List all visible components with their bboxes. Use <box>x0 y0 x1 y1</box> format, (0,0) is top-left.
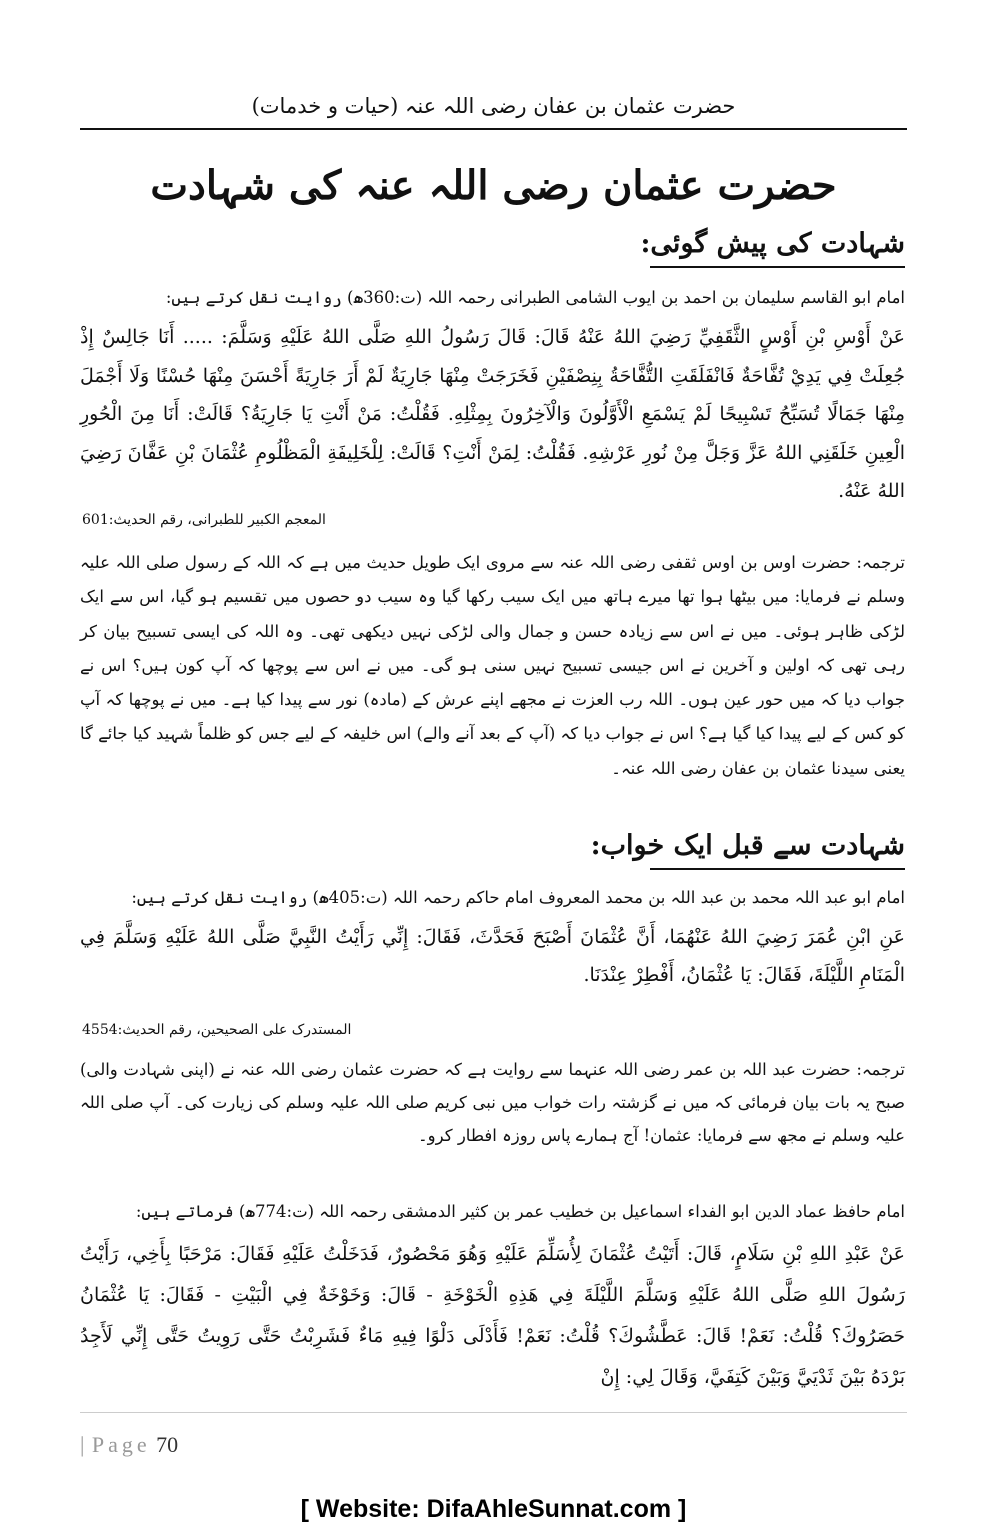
narration-intro: امام ابو القاسم سلیمان بن احمد بن ایوب الشامی الطبرانی رحمہ اللہ (ت:360ھ) روایت نقل کرتے ہیں: <box>165 288 905 307</box>
page-label: Page <box>91 1432 151 1457</box>
section-heading-prophecy: شہادت کی پیش گوئی: <box>640 228 905 259</box>
arabic-hadith-text: عَنْ عَبْدِ اللهِ بْنِ سَلَامٍ، قَالَ: أَتَيْتُ عُثْمَانَ لِأُسَلِّمَ عَلَيْهِ وَهُوَ مَحْصُورٌ، فَدَخَلْتُ عَلَيْهِ فَقَالَ: مَرْحَبًا بِأَخِي، رَأَيْتُ رَسُولَ اللهِ صَلَّى اللهُ عَلَيْهِ وَسَلَّمَ اللَّيْلَةَ فِي هَذِهِ الْخَوْخَةِ - قَالَ: وَخَوْخَةٌ فِي الْبَيْتِ - فَقَالَ: يَا عُثْمَانُ حَصَرُوكَ؟ قُلْتُ: نَعَمْ! قَالَ: عَطَّشُوكَ؟ قُلْتُ: نَعَمْ! فَأَدْلَى دَلْوًا فِيهِ مَاءٌ فَشَرِبْتُ حَتَّى رَوِيتُ حَتَّى إِنِّي لَأَجِدُ بَرْدَهُ بَيْنَ ثَدْيَيَّ وَبَيْنَ كَتِفَيَّ، وَقَالَ لِي: إِنْ <box>80 1243 905 1388</box>
hadith-reference: المعجم الکبیر للطبرانی، رقم الحدیث:601 <box>82 512 326 528</box>
arabic-hadith-text: عَنْ أَوْسِ بْنِ أَوْسٍ الثَّقَفِيِّ رَضِيَ اللهُ عَنْهُ قَالَ: قَالَ رَسُولُ اللهِ صَلَّى اللهُ عَلَيْهِ وَسَلَّمَ: ..... أَنَا جَالِسٌ إِذْ جُعِلَتْ فِي يَدِيْ تُفَّاحَةٌ فَانْفَلَقَتِ التُّفَّاحَةُ بِنِصْفَيْنِ فَخَرَجَتْ مِنْهَا جَارِيَةٌ لَمْ أَرَ جَارِيَةً أَحْسَنَ مِنْهَا حُسْنًا وَلَا أَجْمَلَ مِنْهَا جَمَالًا تُسَبِّحُ تَسْبِيحًا لَمْ يَسْمَعِ الْأَوَّلُونَ وَالْآخِرُونَ بِمِثْلِهِ. فَقُلْتُ: مَنْ أَنْتِ يَا جَارِيَةُ؟ قَالَتْ: أَنَا مِنَ الْحُورِ الْعِينِ خَلَقَنِي اللهُ عَزَّ وَجَلَّ مِنْ نُورِ عَرْشِهِ. فَقُلْتُ: لِمَنْ أَنْتِ؟ قَالَتْ: لِلْخَلِيفَةِ الْمَظْلُومِ عُثْمَانَ بْنِ عَفَّانَ رَضِيَ اللهُ عَنْهُ. <box>80 326 906 502</box>
heading-underline <box>650 868 905 870</box>
section-heading-dream: شہادت سے قبل ایک خواب: <box>590 830 905 861</box>
narration-intro: امام ابو عبد اللہ محمد بن عبد اللہ بن محمد المعروف امام حاکم رحمہ اللہ (ت:405ھ) روایت نقل کرتے ہیں: <box>131 888 905 907</box>
website-banner: [ Website: DifaAhleSunnat.com ] <box>300 1495 687 1523</box>
running-head: حضرت عثمان بن عفان رضی اللہ عنہ (حیات و خدمات) <box>251 94 736 118</box>
page-number-value: 70 <box>156 1432 179 1457</box>
hadith-reference: المستدرک علی الصحیحین، رقم الحدیث:4554 <box>82 1022 352 1038</box>
narration-intro: امام حافظ عماد الدین ابو الفداء اسماعیل بن خطیب عمر بن کثیر الدمشقی رحمہ اللہ (ت:774ھ) فرماتے ہیں: <box>135 1202 905 1221</box>
heading-underline <box>650 266 905 268</box>
arabic-hadith-text: عَنِ ابْنِ عُمَرَ رَضِيَ اللهُ عَنْهُمَا، أَنَّ عُثْمَانَ أَصْبَحَ فَحَدَّثَ، فَقَالَ: إِنِّي رَأَيْتُ النَّبِيَّ صَلَّى اللهُ عَلَيْهِ وَسَلَّمَ فِي الْمَنَامِ اللَّيْلَةَ، فَقَالَ: يَا عُثْمَانُ، أَفْطِرْ عِنْدَنَا. <box>80 926 905 986</box>
chapter-title: حضرت عثمان رضی اللہ عنہ کی شہادت <box>150 162 837 209</box>
header-divider <box>80 128 907 130</box>
urdu-translation: ترجمہ: حضرت اوس بن اوس ثقفی رضی اللہ عنہ سے مروی ایک طویل حدیث میں ہے کہ اللہ کے رسول صلی اللہ علیہ وسلم نے فرمایا: میں بیٹھا ہوا تھا میرے ہاتھ میں ایک سیب رکھا گیا وہ سیب دو حصوں میں تقسیم ہو گیا، اس سے ایک لڑکی ظاہر ہوئی۔ میں نے اس سے زیادہ حسن و جمال والی لڑکی نہیں دیکھی تھی۔ وہ اللہ کی ایسی تسبیح بیان کر رہی تھی کہ اولین و آخرین نے اس جیسی تسبیح نہیں سنی ہو گی۔ میں نے اس سے پوچھا کہ آپ کون ہیں؟ اس نے جواب دیا کہ میں حور عین ہوں۔ اللہ رب العزت نے مجھے اپنے عرش کے (مادہ) نور سے پیدا کیا ہے۔ میں نے پوچھا کہ آپ کو کس کے لیے پیدا کیا گیا ہے؟ اس نے جواب دیا کہ (آپ کے بعد آنے والے) اس خلیفہ کے لیے جس کو ظلماً شہید کیا جائے گا یعنی سیدنا عثمان بن عفان رضی اللہ عنہ۔ <box>80 553 905 778</box>
footer-divider <box>80 1412 907 1413</box>
urdu-translation: ترجمہ: حضرت عبد اللہ بن عمر رضی اللہ عنہما سے روایت ہے کہ حضرت عثمان رضی اللہ عنہ نے (اپنی شہادت والی) صبح یہ بات بیان فرمائی کہ میں نے گزشتہ رات خواب میں نبی کریم صلی اللہ علیہ وسلم کی زیارت کی۔ آپ صلی اللہ علیہ وسلم نے مجھ سے فرمایا: عثمان! آج ہمارے پاس روزہ افطار کرو۔ <box>80 1060 905 1145</box>
page-number <box>80 1430 178 1460</box>
page-separator: | <box>80 1432 85 1457</box>
